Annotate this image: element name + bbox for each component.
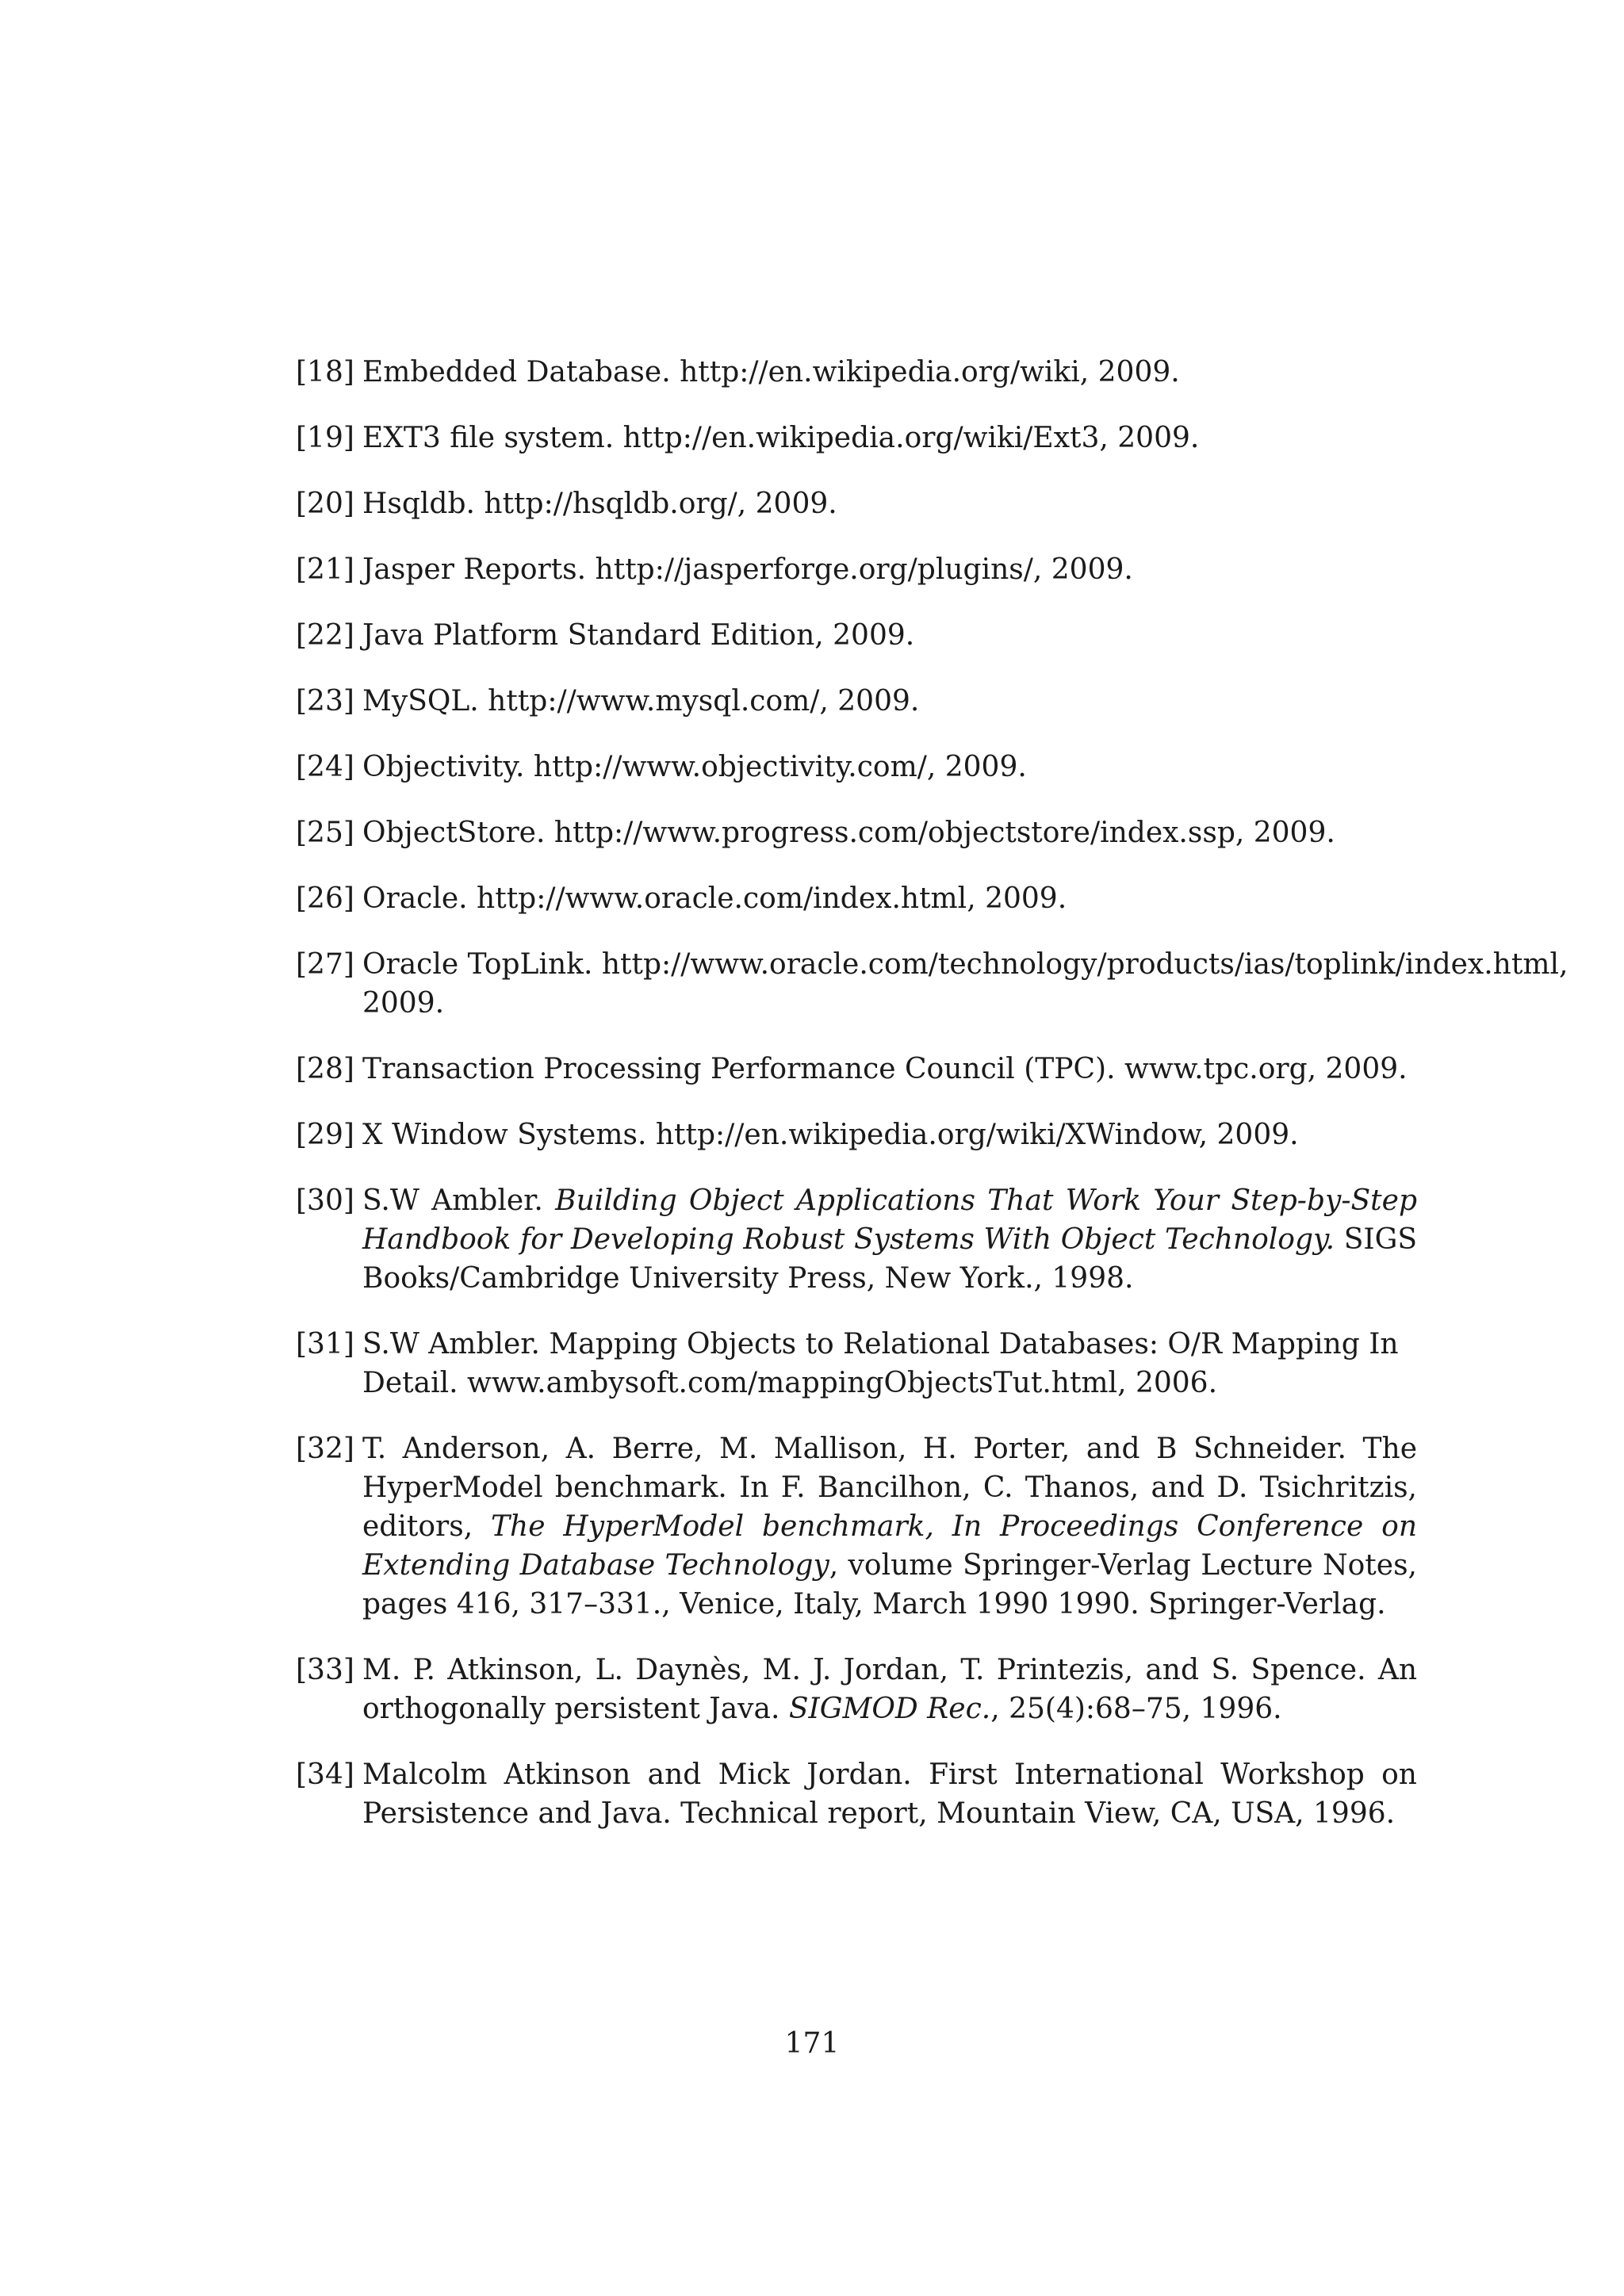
- reference-text: [362, 550, 1417, 589]
- reference-text: [362, 813, 1417, 852]
- reference-entry: [296, 419, 1596, 457]
- reference-text-segment: Jasper Reports. http://jasperforge.org/plugins/, 2009.: [362, 553, 1133, 586]
- reference-entry: [296, 945, 1596, 1023]
- reference-text-segment: M. P. Atkinson, L. Daynès, M. J. Jordan, T. Printezis, and S. Spence. An orthogonally persistent Java.: [362, 1654, 1417, 1725]
- reference-number: [28]: [296, 1053, 354, 1085]
- reference-text: [362, 353, 1417, 392]
- bibliography-list: [296, 353, 1596, 1860]
- reference-number: [31]: [296, 1328, 354, 1360]
- reference-text: [362, 1429, 1417, 1624]
- reference-entry: [296, 1429, 1596, 1624]
- reference-text: [362, 945, 1599, 1023]
- reference-entry: [296, 1115, 1596, 1154]
- reference-text-segment: ObjectStore. http://www.progress.com/objectstore/index.ssp, 2009.: [362, 817, 1335, 849]
- reference-entry: [296, 616, 1596, 655]
- reference-entry: [296, 1325, 1596, 1402]
- reference-entry: [296, 879, 1596, 918]
- reference-text: [362, 879, 1417, 918]
- reference-entry: [296, 484, 1596, 523]
- reference-number: [25]: [296, 817, 354, 849]
- reference-text: [362, 484, 1417, 523]
- reference-text: [362, 1115, 1417, 1154]
- reference-entry: [296, 682, 1596, 721]
- reference-number: [20]: [296, 488, 354, 520]
- page-number: 171: [784, 2027, 840, 2060]
- reference-title-italic: SIGMOD Rec.: [788, 1693, 991, 1725]
- reference-entry: [296, 1050, 1596, 1089]
- reference-text-segment: T. Anderson, A. Berre, M. Mallison, H. Porter, and B Schneider. The HyperModel benchmark. In F. Bancilhon, C. Thanos, and D. Tsichritzis, editors,: [362, 1433, 1417, 1543]
- reference-text-segment: Transaction Processing Performance Council (TPC). www.tpc.org, 2009.: [362, 1053, 1408, 1085]
- reference-number: [33]: [296, 1654, 354, 1686]
- reference-number: [21]: [296, 553, 354, 586]
- reference-number: [18]: [296, 356, 354, 388]
- reference-title-italic: Building Object Applications That Work Your Step-by-Step Handbook for Developing Robust Systems With Object Technology.: [362, 1184, 1417, 1256]
- reference-text-segment: Hsqldb. http://hsqldb.org/, 2009.: [362, 488, 837, 520]
- reference-text: [362, 1651, 1417, 1728]
- reference-title-italic: The HyperModel benchmark, In Proceedings Conference on Extending Database Technology: [362, 1510, 1418, 1582]
- reference-text: [362, 1325, 1417, 1402]
- reference-number: [19]: [296, 422, 354, 454]
- reference-number: [22]: [296, 619, 354, 652]
- reference-entry: [296, 1651, 1596, 1728]
- reference-text-segment: Objectivity. http://www.objectivity.com/, 2009.: [362, 751, 1027, 783]
- reference-number: [29]: [296, 1119, 354, 1151]
- reference-entry: [296, 813, 1596, 852]
- reference-entry: [296, 748, 1596, 786]
- reference-text: [362, 1181, 1417, 1298]
- reference-text: [362, 748, 1417, 786]
- reference-number: [30]: [296, 1184, 354, 1217]
- reference-number: [32]: [296, 1433, 354, 1465]
- reference-number: [34]: [296, 1758, 354, 1791]
- reference-text: [362, 682, 1417, 721]
- reference-text-segment: , volume Springer-Verlag Lecture Notes, pages 416, 317–331., Venice, Italy, March 1990 1990. Springer-Verlag.: [362, 1549, 1417, 1621]
- reference-text-segment: S.W Ambler.: [362, 1184, 556, 1217]
- reference-text-segment: Oracle. http://www.oracle.com/index.html, 2009.: [362, 882, 1067, 915]
- reference-text-segment: Java Platform Standard Edition, 2009.: [362, 619, 915, 652]
- reference-number: [26]: [296, 882, 354, 915]
- reference-entry: [296, 353, 1596, 392]
- reference-text: [362, 616, 1417, 655]
- reference-number: [24]: [296, 751, 354, 783]
- reference-text-segment: Oracle TopLink. http://www.oracle.com/technology/products/ias/toplink/index.html, 2009.: [362, 948, 1568, 1020]
- reference-number: [23]: [296, 685, 354, 718]
- reference-number: [27]: [296, 948, 354, 981]
- reference-text-segment: SIGS Books/Cambridge University Press, New York., 1998.: [362, 1223, 1417, 1295]
- reference-entry: [296, 1181, 1596, 1298]
- reference-text: [362, 1050, 1417, 1089]
- reference-text: [362, 419, 1417, 457]
- reference-entry: [296, 1755, 1596, 1833]
- reference-text-segment: MySQL. http://www.mysql.com/, 2009.: [362, 685, 920, 718]
- reference-entry: [296, 550, 1596, 589]
- reference-text: [362, 1755, 1417, 1833]
- reference-text-segment: Embedded Database. http://en.wikipedia.org/wiki, 2009.: [362, 356, 1180, 388]
- reference-text-segment: X Window Systems. http://en.wikipedia.org/wiki/XWindow, 2009.: [362, 1119, 1299, 1151]
- reference-text-segment: EXT3 file system. http://en.wikipedia.org/wiki/Ext3, 2009.: [362, 422, 1200, 454]
- reference-text-segment: Malcolm Atkinson and Mick Jordan. First International Workshop on Persistence and Java. Technical report, Mountain View, CA, USA, 1996.: [362, 1758, 1417, 1830]
- reference-text-segment: S.W Ambler. Mapping Objects to Relational Databases: O/R Mapping In Detail. www.ambysoft.com/mappingObjectsTut.html, 2006.: [362, 1328, 1399, 1399]
- reference-text-segment: , 25(4):68–75, 1996.: [990, 1693, 1282, 1725]
